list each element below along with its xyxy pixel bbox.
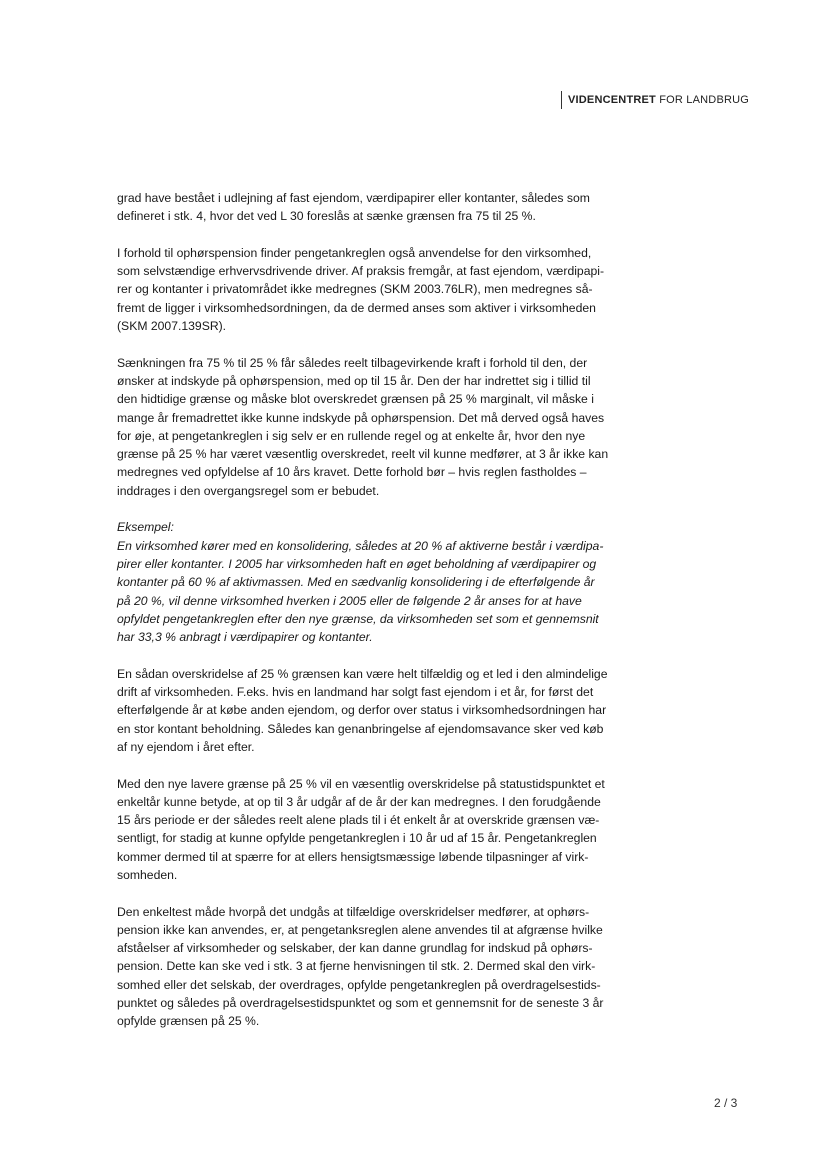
text-line: Sænkningen fra 75 % til 25 % får således reelt tilbagevirkende kraft i forhold til den, der: [117, 355, 588, 370]
text-line: 15 års periode er der således reelt alene plads til i ét enkelt år at overskride grænsen væ-: [117, 813, 600, 828]
paragraph: [117, 665, 657, 756]
text-line: på 20 %, vil denne virksomhed hverken i 2005 eller de følgende 2 år anses for at have: [117, 593, 582, 608]
text-line: grad have bestået i udlejning af fast ejendom, værdipapirer eller kontanter, således som: [117, 191, 590, 205]
text-line: inddrages i den overgangsregel som er bebudet.: [117, 483, 380, 498]
paragraph: [117, 244, 657, 335]
text-line: rer og kontanter i privatområdet ikke medregnes (SKM 2003.76LR), men medregnes så-: [117, 282, 593, 297]
organization-logo: [561, 91, 749, 109]
text-line: ønsker at indskyde på ophørspension, med op til 15 år. Den der har indrettet sig i tillid til: [117, 373, 591, 388]
paragraph: [117, 354, 657, 500]
text-line: efterfølgende år at købe anden ejendom, og derfor over status i virksomhedsordningen har: [117, 703, 607, 718]
text-line: punktet og således på overdragelsestidspunktet og som et gennemsnit for de seneste 3 år: [117, 996, 604, 1011]
text-line: en stor kontant beholdning. Således kan genanbringelse af ejendomsavance sker ved køb: [117, 721, 604, 736]
text-line: den hidtidige grænse og måske blot overskredet grænsen på 25 % marginalt, vil måske i: [117, 392, 594, 407]
text-line: I forhold til ophørspension finder pengetankreglen også anvendelse for den virksomhed,: [117, 245, 592, 260]
paragraph: [117, 903, 657, 1031]
text-line: pension. Dette kan ske ved i stk. 3 at fjerne henvisningen til stk. 2. Dermed skal den virk-: [117, 959, 596, 974]
text-line: enkeltår kunne betyde, at op til 3 år udgår af de år der kan medregnes. I den forudgående: [117, 794, 601, 809]
text-line: mange år fremadrettet ikke kunne indskyde på ophørspension. Det må derved også haves: [117, 410, 605, 425]
text-line: pension ikke kan anvendes, er, at pengetanksreglen alene anvendes til at afgrænse hvilke: [117, 922, 603, 937]
paragraph: [117, 775, 657, 885]
text-line: Den enkeltest måde hvorpå det undgås at tilfældige overskridelser medfører, at ophørs-: [117, 904, 590, 919]
text-line: (SKM 2007.139SR).: [117, 319, 227, 334]
text-line: Eksempel:: [117, 520, 174, 535]
text-line: Med den nye lavere grænse på 25 % vil en væsentlig overskridelse på statustidspunktet et: [117, 776, 605, 791]
text-line: kontanter på 60 % af aktivmassen. Med en sædvanlig konsolidering i de efterfølgende år: [117, 575, 595, 590]
document-body: [117, 189, 657, 1049]
text-line: defineret i stk. 4, hvor det ved L 30 foreslås at sænke grænsen fra 75 til 25 %.: [117, 209, 536, 224]
text-line: somheden.: [117, 867, 178, 882]
text-line: for øje, at pengetankreglen i sig selv er en rullende regel og at enkelte år, hvor den nye: [117, 428, 586, 443]
text-line: En sådan overskridelse af 25 % grænsen kan være helt tilfældig og et led i den almindelige: [117, 666, 608, 681]
paragraph: [117, 189, 657, 226]
text-line: sentligt, for stadig at kunne opfylde pengetankreglen i 10 år ud af 15 år. Pengetankreglen: [117, 831, 597, 846]
text-line: somhed eller det selskab, der overdrages, opfylde pengetankreglen på overdragelsestids-: [117, 977, 601, 992]
text-line: fremt de ligger i virksomhedsordningen, da de dermed anses som aktiver i virksomheden: [117, 300, 596, 315]
text-line: pirer eller kontanter. I 2005 har virksomheden haft en øget beholdning af værdipapirer og: [117, 556, 597, 571]
page-number: 2 / 3: [714, 1096, 738, 1110]
logo-rest-text: FOR LANDBRUG: [655, 94, 750, 106]
text-line: som selvstændige erhvervsdrivende driver. Af praksis fremgår, at fast ejendom, værdipapi-: [117, 264, 605, 279]
text-line: grænse på 25 % har været væsentlig overskredet, reelt vil kunne medfører, at 3 år ikke kan: [117, 447, 609, 462]
text-line: opfylde grænsen på 25 %.: [117, 1014, 260, 1029]
text-line: af ny ejendom i året efter.: [117, 739, 255, 754]
text-line: medregnes ved opfyldelse af 10 års kravet. Dette forhold bør – hvis reglen fastholdes –: [117, 465, 587, 480]
text-line: En virksomhed kører med en konsolidering, således at 20 % af aktiverne består i værdipa-: [117, 538, 604, 553]
text-line: drift af virksomheden. F.eks. hvis en landmand har solgt fast ejendom i et år, for først det: [117, 685, 594, 700]
text-line: har 33,3 % anbragt i værdipapirer og kontanter.: [117, 630, 373, 645]
text-line: afståelser af virksomheder og selskaber, der kan danne grundlag for indskud på ophørs-: [117, 941, 593, 956]
text-line: kommer dermed til at spærre for at ellers hensigtsmæssige løbende tilpasninger af virk-: [117, 849, 589, 864]
example-paragraph: [117, 518, 657, 646]
text-line: opfyldet pengetankreglen efter den nye grænse, da virksomheden set som et gennemsnit: [117, 611, 599, 626]
logo-bold-text: VIDENCENTRET: [568, 94, 656, 106]
